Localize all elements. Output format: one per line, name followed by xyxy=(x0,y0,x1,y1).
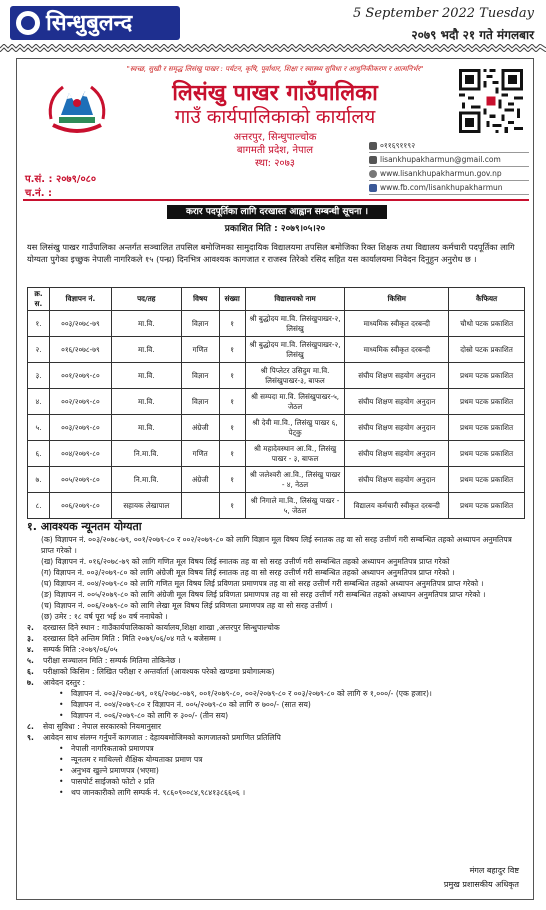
qualification-item: (ग) विज्ञापन नं. ००३/२०७९-८० को लागि अंग्रेजी मूल विषय लिई स्नातक तह वा सो सरह उत्तीर्ण गरी सम्बन्धित तहको अध्यापन अनुमतिपत्र प्राप्त गरेको । xyxy=(41,568,455,577)
table-cell: श्री पिप्लेटर उसिदुम मा.वि. लिसंखुपाखर-३, बाफल xyxy=(245,363,345,389)
table-row xyxy=(28,363,525,389)
globe-icon xyxy=(369,170,377,178)
email-icon xyxy=(369,156,377,164)
col-header: विज्ञापन नं. xyxy=(49,288,111,311)
phone-icon xyxy=(369,142,377,150)
table-cell: माध्यमिक स्वीकृत दरबन्दी xyxy=(345,311,449,337)
table-cell: श्री महादेवस्थान आ.वि., लिसंखु पाखर - ३, बाफल xyxy=(245,441,345,467)
email-row xyxy=(369,153,529,167)
table-cell: मा.वि. xyxy=(111,311,181,337)
table-row xyxy=(28,311,525,337)
table-cell: प्रथम पटक प्रकाशित xyxy=(449,363,525,389)
numbered-item: ५. परीक्षा सञ्चालन मिति : सम्पर्क मितिमा तोकिनेछ । xyxy=(27,656,181,665)
table-cell: ५. xyxy=(28,415,50,441)
masthead xyxy=(0,0,546,52)
col-header: क्र. स. xyxy=(28,288,50,311)
logo-mark-icon xyxy=(16,11,40,35)
table-row xyxy=(28,415,525,441)
table-cell: श्री निगाले मा.वि., लिसंखु पाखर - ५, जेठल xyxy=(245,493,345,519)
phone-row xyxy=(369,139,529,153)
table-cell: संघीय शिक्षण सहयोग अनुदान xyxy=(345,415,449,441)
numbered-item: २. दरखास्त दिने स्थान : गाउँकार्यपालिकाको कार्यालय,शिक्षा शाखा ,अत्तरपुर सिन्धुपाल्चोक xyxy=(27,623,280,632)
signatory-name: मंगल बहादुर विष्ट xyxy=(469,866,519,875)
table-cell: ००६/२०७९-८० xyxy=(49,493,111,519)
qualification-item: (ख) विज्ञापन नं. ०१६/२०७८-७९ को लागि गणित मूल विषय लिई स्नातक तह वा सो सरह उत्तीर्ण गरी सम्बन्धित तहको अध्यापन अनुमतिपत्र प्राप्त गरेको xyxy=(41,557,450,566)
table-cell: ००२/२०७९-८० xyxy=(49,389,111,415)
dispatch-number: च.नं. : xyxy=(25,188,52,199)
contact-block xyxy=(369,139,529,195)
table-cell: ००४/२०७९-८० xyxy=(49,441,111,467)
email-address: lisankhupakharmun@gmail.com xyxy=(380,154,501,164)
newspaper-logo xyxy=(10,6,180,40)
table-cell: अंग्रेजी xyxy=(181,467,219,493)
table-cell: संघीय शिक्षण सहयोग अनुदान xyxy=(345,467,449,493)
table-cell: संघीय शिक्षण सहयोग अनुदान xyxy=(345,363,449,389)
table-cell: ८. xyxy=(28,493,50,519)
established-year: स्था: २०७३ xyxy=(254,158,296,169)
table-row xyxy=(28,493,525,519)
table-cell: संघीय शिक्षण सहयोग अनुदान xyxy=(345,441,449,467)
fee-item: • विज्ञापन नं. ००४/२०७९-८० र विज्ञापन नं. ००५/२०७९-८० को लागि रु ७००/- (सात सय) xyxy=(27,699,525,710)
table-cell: ६. xyxy=(28,441,50,467)
table-cell: ००३/२०७९-८० xyxy=(49,415,111,441)
table-cell: ०१६/२०७८-७९ xyxy=(49,337,111,363)
table-cell: मा.वि. xyxy=(111,337,181,363)
table-row xyxy=(28,467,525,493)
numbered-item: ९. आवेदन साथ संलग्न गर्नुपर्ने कागजात : देहायबमोजिमको कागजातको प्रमाणित प्रतिलिपि xyxy=(27,733,281,742)
fee-item: • विज्ञापन नं. ००३/२०७८-७९, ०१६/२०७८-०७९, ००१/२०७९-८०, ००२/२०७९-८० र ००३/२०७९-८० को लागि रु १,०००/- (एक हजार)। xyxy=(27,688,525,699)
qualification-item: (च) विज्ञापन नं. ००६/२०७९-८० को लागि लेखा मूल विषय लिई प्रविणता प्रमाणपत्र तह वा सो सरह उत्तीर्ण । xyxy=(41,601,333,610)
col-header: विषय xyxy=(181,288,219,311)
table-cell: २. xyxy=(28,337,50,363)
table-cell: ४. xyxy=(28,389,50,415)
table-cell: १ xyxy=(219,363,245,389)
table-cell: ००५/२०७९-८० xyxy=(49,467,111,493)
table-cell: १ xyxy=(219,311,245,337)
table-cell: १. xyxy=(28,311,50,337)
vacancy-table xyxy=(27,287,525,519)
table-cell: १ xyxy=(219,415,245,441)
document-item: • पासपोर्ट साईजको फोटो २ प्रति xyxy=(27,776,525,787)
table-cell: ००१/२०७९-८० xyxy=(49,363,111,389)
letter-number: प.सं. : २०७९/०८० xyxy=(25,174,97,185)
requirements-heading: १. आवश्यक न्यूनतम योग्यता xyxy=(27,520,142,533)
table-cell: मा.वि. xyxy=(111,363,181,389)
document-item: • थप जानकारीको लागि सम्पर्क नं. ९८६०९००८४,९८४१३८६६०६ । xyxy=(27,787,525,798)
table-row xyxy=(28,441,525,467)
col-header: किसिम xyxy=(345,288,449,311)
document-item: • नेपाली नागरिकताको प्रमाणपत्र xyxy=(27,743,525,754)
table-cell: श्री जलेश्वरी आ.वि., लिसंखु पाखर - ४, नेठल xyxy=(245,467,345,493)
table-cell: प्रथम पटक प्रकाशित xyxy=(449,415,525,441)
qualification-item: (घ) विज्ञापन नं. ००४/२०७९-८० को लागि गणित मूल विषय लिई प्रविणता प्रमाणपत्र तह वा सो सरह उत्तीर्ण गरी सम्बन्धित तहको अध्यापन अनुमतिपत्र प्राप्त गरेको । xyxy=(41,579,484,588)
col-header: पद/तह xyxy=(111,288,181,311)
requirements-section xyxy=(27,521,525,798)
table-cell: १ xyxy=(219,441,245,467)
fee-item: • विज्ञापन नं. ००६/२०७९-८० को लागि रु ३००/- (तीन सय) xyxy=(27,710,525,721)
table-cell: नि.मा.वि. xyxy=(111,467,181,493)
table-cell: नि.मा.वि. xyxy=(111,441,181,467)
numbered-item: ३. दरखास्त दिने अन्तिम मिति : मिति २०७९/०६/०४ गते ५ बजेसम्म । xyxy=(27,634,222,643)
publication-date-nepali: २०७९ भदौ २१ गते मंगलबार xyxy=(411,28,534,42)
table-cell: १ xyxy=(219,493,245,519)
col-header: संख्या xyxy=(219,288,245,311)
table-row xyxy=(28,337,525,363)
table-cell: श्री देवी मा.वि., लिसंखु पाखर ६, पेट्कु xyxy=(245,415,345,441)
numbered-item: ४. सम्पर्क मिति :२०७९/०६/०५ xyxy=(27,645,118,654)
table-cell: श्री बुद्धोदय मा.वि. लिसंखुपाखर-२, लिसंखु xyxy=(245,311,345,337)
published-date: प्रकाशित मिति : २०७९।०५।२० xyxy=(224,224,326,234)
table-cell: ००३/२०७८-७९ xyxy=(49,311,111,337)
table-cell: श्री सम्पदा मा.वि. लिसंखुपाखर-५, जेठल xyxy=(245,389,345,415)
col-header: कैफियत xyxy=(449,288,525,311)
table-cell: प्रथम पटक प्रकाशित xyxy=(449,493,525,519)
table-cell: गणित xyxy=(181,337,219,363)
document-item: • न्यूनतम र माथिल्लो शैक्षिक योग्यताका प्रमाण पत्र xyxy=(27,754,525,765)
facebook-row xyxy=(369,181,529,195)
numbered-item: ८. सेवा सुविधा : नेपाल सरकारको नियमानुसार xyxy=(27,722,162,731)
notice-title: करार पदपूर्तिका लागि दरखास्त आह्वान सम्बन्धी सूचना । xyxy=(167,205,387,219)
publication-date-english: 5 September 2022 Tuesday xyxy=(353,6,534,21)
qualification-item: (छ) उमेर : १८ वर्ष पूरा भई ४० वर्ष ननाघेको । xyxy=(41,612,168,621)
table-cell: विज्ञान xyxy=(181,389,219,415)
website-url: www.lisankhupakharmun.gov.np xyxy=(380,168,502,178)
newspaper-name: सिन्धुबुलन्द xyxy=(46,10,133,36)
website-row xyxy=(369,167,529,181)
facebook-icon xyxy=(369,184,377,192)
table-cell: अंग्रेजी xyxy=(181,415,219,441)
table-cell: माध्यमिक स्वीकृत दरबन्दी xyxy=(345,337,449,363)
intro-paragraph: यस लिसंखु पाखर गाउँपालिका अन्तर्गत सञ्चालित तपसिल बमोजिमका सामुदायिक विद्यालयमा तपसिल बमोजिका रिक्त शिक्षक तथा विद्यालय कर्मचारी पदपूर्तिका लागि योग्यता पुगेका इच्छुक नेपाली नागरिकले १५ (पन्ध्र) दिनभित्र आवश्यक कागजात र राजस्व तिरेको रसिद सहित यस कार्यालयमा निवेदन दिनुहुन अनुरोध छ । xyxy=(27,242,515,264)
table-cell: ३. xyxy=(28,363,50,389)
municipality-motto: "स्वच्छ, सुखी र समृद्ध लिसंखु पाखर : पर्यटन, कृषि, पूर्वाधार, शिक्षा र स्वास्थ्य सुविधा र आधुनिकीकरण र आत्मनिर्भर" xyxy=(126,65,424,73)
table-header-row xyxy=(28,288,525,311)
address-line-2: बागमती प्रदेश, नेपाल xyxy=(236,145,314,156)
numbered-item: ६. परीक्षाको किसिम : लिखित परीक्षा र अन्तर्वार्ता (आवश्यक परेको खण्डमा प्रयोगात्मक) xyxy=(27,667,275,676)
table-cell: विद्यालय कर्मचारी स्वीकृत दरबन्दी xyxy=(345,493,449,519)
table-row xyxy=(28,389,525,415)
zigzag-divider xyxy=(0,44,546,52)
table-cell: श्री बुद्धोदय मा.वि. लिसंखुपाखर-२, लिसंखु xyxy=(245,337,345,363)
municipality-name: लिसंखु पाखर गाउँपालिका xyxy=(172,81,378,106)
table-cell: १ xyxy=(219,467,245,493)
table-cell: ७. xyxy=(28,467,50,493)
numbered-item: ७. आवेदन दस्तुर : xyxy=(27,678,86,687)
table-cell: संघीय शिक्षण सहयोग अनुदान xyxy=(345,389,449,415)
qualification-item: (क) विज्ञापन नं. ००३/२०७८-७९, ००१/२०७९-८० र ००२/२०७९-८० को लागि विज्ञान मूल विषय लिई स्नातक तह वा सो सरह उत्तीर्ण गरी सम्बन्धित तहको अध्यापन अनुमतिपत्र प्राप्त गरेको । xyxy=(41,535,512,555)
table-cell: १ xyxy=(219,389,245,415)
table-cell: प्रथम पटक प्रकाशित xyxy=(449,441,525,467)
table-cell: विज्ञान xyxy=(181,363,219,389)
table-cell: सहायक लेखापाल xyxy=(111,493,181,519)
qualification-item: (ङ) विज्ञापन नं. ००५/२०७९-८० को लागि अंग्रेजी मूल विषय लिई प्रविणता प्रमाणपत्र तह वा सो सरह उत्तीर्ण गरी सम्बन्धित तहको अध्यापन अनुमतिपत्र प्राप्त गरेको । xyxy=(41,590,486,599)
table-cell xyxy=(181,493,219,519)
document-item: • अनुभव खुल्ने प्रमाणपत्र (भएमा) xyxy=(27,765,525,776)
notice xyxy=(16,58,534,900)
table-cell: मा.वि. xyxy=(111,389,181,415)
phone-number: ०११६९११९२ xyxy=(380,140,416,150)
table-cell: विज्ञान xyxy=(181,311,219,337)
table-cell: प्रथम पटक प्रकाशित xyxy=(449,467,525,493)
table-cell: मा.वि. xyxy=(111,415,181,441)
header-divider xyxy=(23,199,529,201)
table-cell: चौथो पटक प्रकाशित xyxy=(449,311,525,337)
table-cell: गणित xyxy=(181,441,219,467)
address-line-1: अत्तरपुर, सिन्धुपाल्चोक xyxy=(233,132,317,143)
table-cell: दोस्रो पटक प्रकाशित xyxy=(449,337,525,363)
signatory-title: प्रमुख प्रशासकीय अधिकृत xyxy=(443,880,519,889)
table-cell: १ xyxy=(219,337,245,363)
facebook-url: www.fb.com/lisankhupakharmun xyxy=(380,182,503,192)
office-name: गाउँ कार्यपालिकाको कार्यालय xyxy=(174,106,376,128)
col-header: विद्यालयको नाम xyxy=(245,288,345,311)
table-cell: प्रथम पटक प्रकाशित xyxy=(449,389,525,415)
